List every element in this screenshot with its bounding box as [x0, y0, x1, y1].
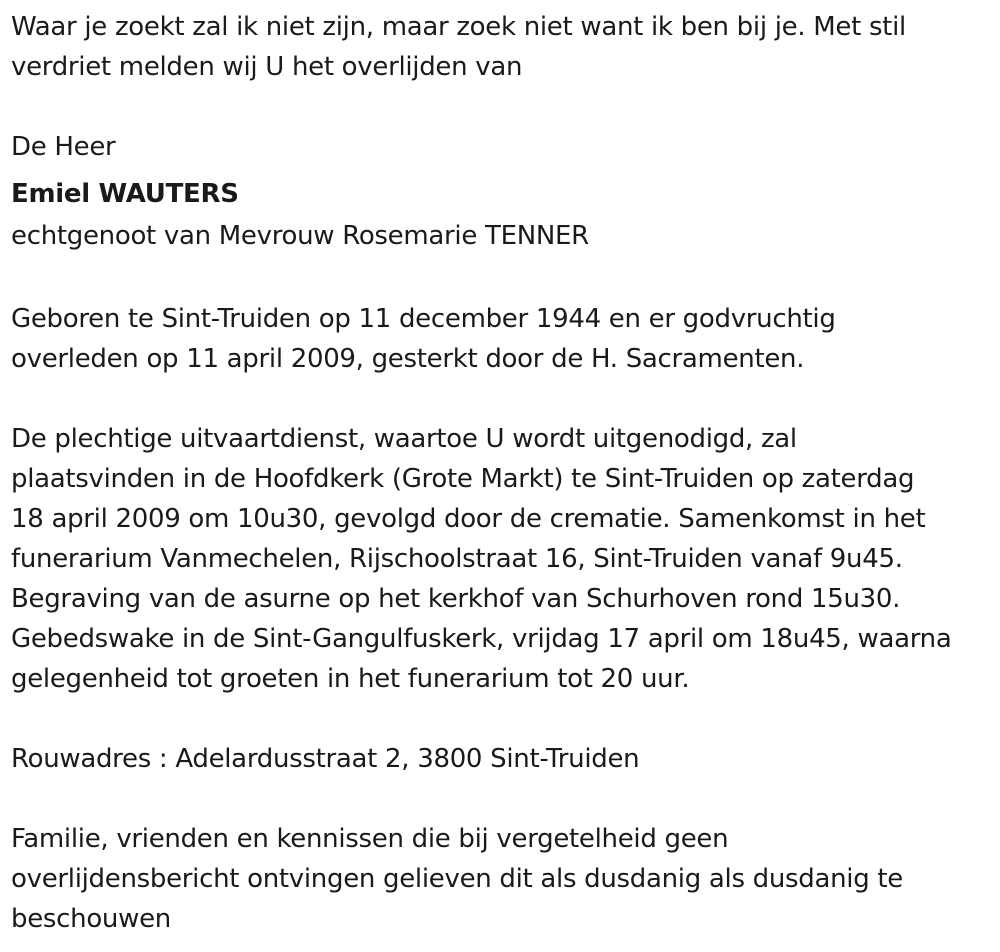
- funeral-line: funerarium Vanmechelen, Rijschoolstraat 16, Sint-Truiden vanaf 9u45.: [11, 544, 903, 574]
- deceased-title: De Heer: [11, 132, 116, 162]
- address-paragraph: [11, 739, 986, 779]
- funeral-line: 18 april 2009 om 10u30, gevolgd door de crematie. Samenkomst in het: [11, 504, 926, 534]
- opening-paragraph: [11, 7, 986, 87]
- spacer: [11, 379, 986, 419]
- closing-line: Familie, vrienden en kennissen die bij vergetelheid geen: [11, 824, 729, 854]
- spacer: [11, 87, 986, 127]
- spacer: [11, 259, 986, 299]
- spacer: [11, 779, 986, 819]
- funeral-paragraph: [11, 419, 986, 699]
- spacer: [11, 699, 986, 739]
- closing-paragraph: [11, 819, 986, 939]
- funeral-line: De plechtige uitvaartdienst, waartoe U wordt uitgenodigd, zal: [11, 424, 797, 454]
- deceased-block: [11, 127, 986, 259]
- deceased-spouse: echtgenoot van Mevrouw Rosemarie TENNER: [11, 221, 589, 251]
- funeral-line: Gebedswake in de Sint-Gangulfuskerk, vrijdag 17 april om 18u45, waarna: [11, 624, 952, 654]
- opening-line: verdriet melden wij U het overlijden van: [11, 52, 523, 82]
- mourning-address: Rouwadres : Adelardusstraat 2, 3800 Sint-Truiden: [11, 744, 640, 774]
- funeral-line: Begraving van de asurne op het kerkhof van Schurhoven rond 15u30.: [11, 584, 901, 614]
- deceased-name: Emiel WAUTERS: [11, 179, 239, 209]
- birth-death-line: Geboren te Sint-Truiden op 11 december 1944 en er godvruchtig: [11, 304, 836, 334]
- opening-line: Waar je zoekt zal ik niet zijn, maar zoek niet want ik ben bij je. Met stil: [11, 12, 906, 42]
- funeral-line: plaatsvinden in de Hoofdkerk (Grote Markt) te Sint-Truiden op zaterdag: [11, 464, 915, 494]
- birth-death-line: overleden op 11 april 2009, gesterkt door de H. Sacramenten.: [11, 344, 805, 374]
- funeral-line: gelegenheid tot groeten in het funerarium tot 20 uur.: [11, 664, 690, 694]
- birth-death-paragraph: [11, 299, 986, 379]
- death-notice: [11, 7, 986, 939]
- closing-line: overlijdensbericht ontvingen gelieven dit als dusdanig als dusdanig te: [11, 864, 903, 894]
- closing-line: beschouwen: [11, 904, 171, 934]
